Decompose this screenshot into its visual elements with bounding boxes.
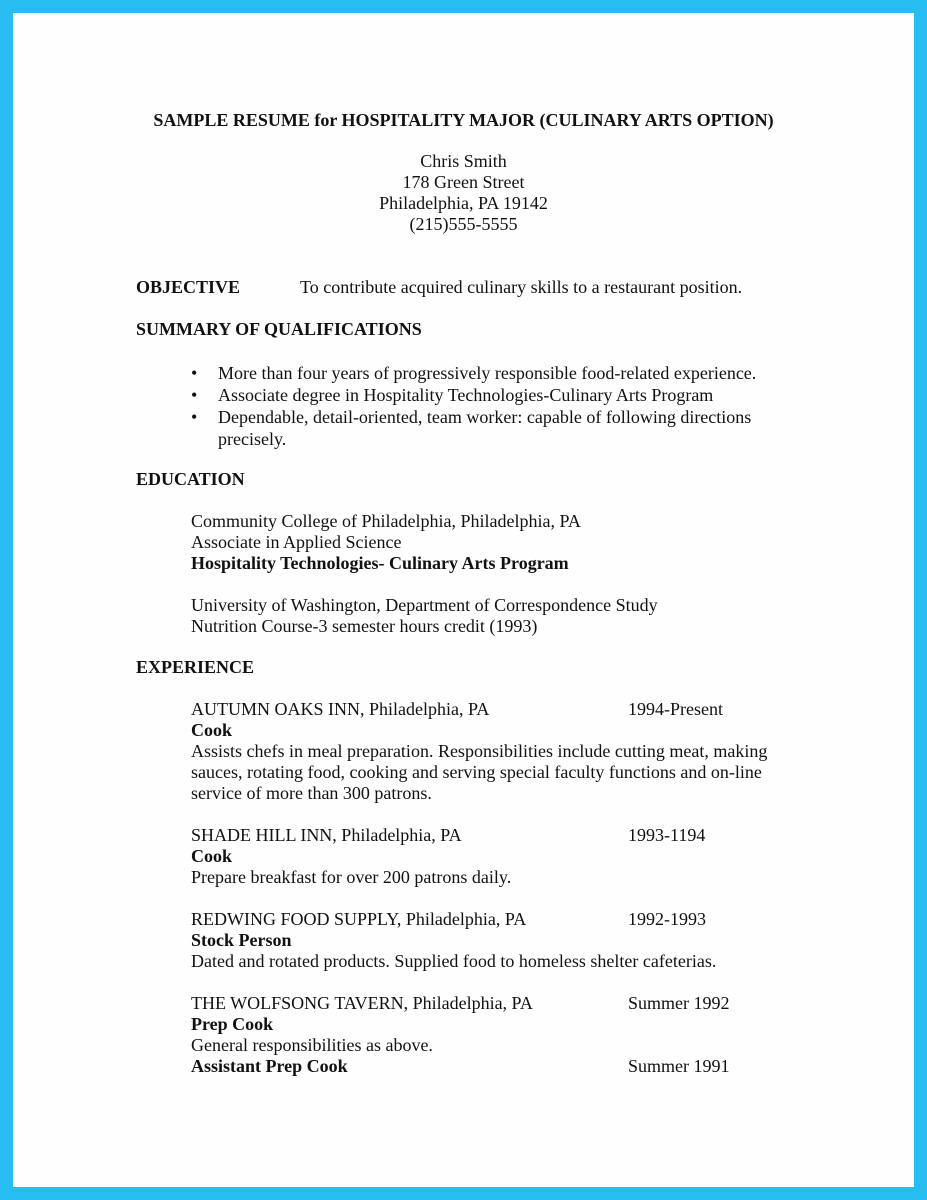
job-dates: 1992-1993 <box>628 909 706 929</box>
job-title: Cook <box>191 846 233 866</box>
job-title: Prep Cook <box>191 1014 274 1034</box>
document-title: SAMPLE RESUME for HOSPITALITY MAJOR (CULINARY ARTS OPTION) <box>153 110 774 130</box>
job-dates: 1993-1194 <box>628 825 706 845</box>
education-school: University of Washington, Department of Correspondence Study <box>191 595 658 615</box>
contact-phone: (215)555-5555 <box>409 214 518 234</box>
job-employer: REDWING FOOD SUPPLY, Philadelphia, PA <box>191 909 527 929</box>
job-employer: AUTUMN OAKS INN, Philadelphia, PA <box>191 699 490 719</box>
education-school: Community College of Philadelphia, Philadelphia, PA <box>191 511 581 531</box>
summary-item: • Associate degree in Hospitality Technologies-Culinary Arts Program <box>191 384 791 406</box>
experience-heading: EXPERIENCE <box>136 657 255 677</box>
job-description: Prepare breakfast for over 200 patrons daily. <box>191 867 512 887</box>
job-description: Assists chefs in meal preparation. Responsibilities include cutting meat, making sauces, rotating food, cooking and serving special faculty functions and on-line service of more than 300 patrons. <box>191 741 768 803</box>
job-description: General responsibilities as above. <box>191 1035 433 1055</box>
education-program: Hospitality Technologies- Culinary Arts Program <box>191 553 569 573</box>
summary-list <box>191 362 791 450</box>
objective-text: To contribute acquired culinary skills to a restaurant position. <box>300 277 743 297</box>
job-title: Assistant Prep Cook <box>191 1056 348 1076</box>
contact-name: Chris Smith <box>420 151 507 171</box>
job-title: Cook <box>191 720 233 740</box>
summary-heading: SUMMARY OF QUALIFICATIONS <box>136 319 422 339</box>
job-dates: Summer 1991 <box>628 1056 730 1076</box>
education-degree: Associate in Applied Science <box>191 532 402 552</box>
objective-heading: OBJECTIVE <box>136 277 241 297</box>
education-heading: EDUCATION <box>136 469 245 489</box>
education-detail: Nutrition Course-3 semester hours credit (1993) <box>191 616 538 636</box>
job-employer: SHADE HILL INN, Philadelphia, PA <box>191 825 462 845</box>
contact-street: 178 Green Street <box>402 172 525 192</box>
job-title: Stock Person <box>191 930 292 950</box>
job-employer: THE WOLFSONG TAVERN, Philadelphia, PA <box>191 993 533 1013</box>
job-dates: Summer 1992 <box>628 993 730 1013</box>
contact-city: Philadelphia, PA 19142 <box>379 193 548 213</box>
summary-item: • Dependable, detail-oriented, team worker: capable of following directions precisely. <box>191 406 763 450</box>
job-dates: 1994-Present <box>628 699 723 719</box>
job-description: Dated and rotated products. Supplied food to homeless shelter cafeterias. <box>191 951 717 971</box>
summary-item: • More than four years of progressively responsible food-related experience. <box>191 362 791 384</box>
